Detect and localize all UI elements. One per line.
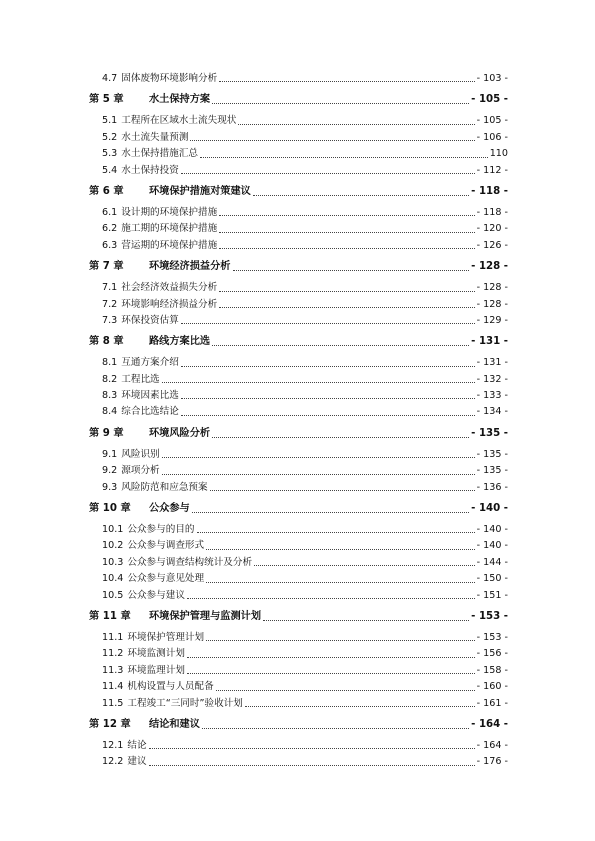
dot-leader (263, 606, 469, 628)
chapter-number: 第 6 章 (89, 185, 124, 197)
dot-leader (192, 498, 469, 520)
toc-chapter-entry[interactable] (89, 331, 508, 353)
toc-chapter-entry[interactable] (89, 714, 508, 736)
page-number: - 128 - (471, 261, 508, 273)
toc-section-entry[interactable] (89, 571, 508, 587)
section-number: 11.1 (102, 631, 124, 643)
dot-leader (202, 714, 469, 736)
section-number: 10.3 (102, 556, 124, 568)
page-number: 110 (489, 148, 508, 160)
page-number: - 105 - (471, 94, 508, 106)
page-number: - 134 - (476, 406, 508, 418)
toc-section-entry[interactable] (89, 522, 508, 538)
page-number: - 118 - (471, 185, 508, 197)
dot-leader (219, 238, 474, 254)
page-number: - 135 - (471, 427, 508, 439)
toc-section-entry[interactable] (89, 355, 508, 371)
dot-leader (149, 754, 475, 770)
page-number: - 150 - (476, 573, 508, 585)
dot-leader (197, 522, 475, 538)
toc-chapter-entry[interactable] (89, 498, 508, 520)
chapter-number: 第 9 章 (89, 427, 124, 439)
toc-chapter-entry[interactable] (89, 256, 508, 278)
section-number: 8.4 (102, 406, 118, 418)
section-title: 施工期的环境保护措施 (121, 223, 218, 235)
section-number: 5.2 (102, 131, 118, 143)
section-number: 6.2 (102, 223, 118, 235)
toc-section-entry[interactable] (89, 538, 508, 554)
toc-section-entry[interactable] (89, 205, 508, 221)
page-number: - 135 - (476, 448, 508, 460)
dot-leader (181, 163, 475, 179)
section-title: 营运期的环境保护措施 (121, 239, 218, 251)
page-number: - 131 - (471, 336, 508, 348)
section-title: 工程竣工“三同时”验收计划 (127, 697, 243, 709)
page-number: - 153 - (471, 610, 508, 622)
toc-section-entry[interactable] (89, 163, 508, 179)
toc-section-entry[interactable] (89, 463, 508, 479)
section-title: 固体废物环境影响分析 (121, 73, 218, 84)
section-title: 工程所在区域水土流失现状 (121, 115, 237, 127)
chapter-number: 第 11 章 (89, 610, 131, 622)
section-number: 9.2 (102, 465, 118, 477)
page-number: - 103 - (476, 73, 508, 84)
toc-section-entry[interactable] (89, 146, 508, 162)
dot-leader (219, 221, 474, 237)
section-title: 公众参与意见处理 (127, 573, 205, 585)
section-title: 设计期的环境保护措施 (121, 206, 218, 218)
section-title: 环境保护管理计划 (127, 631, 205, 643)
section-title: 源项分析 (121, 465, 160, 477)
toc-section-entry[interactable] (89, 480, 508, 496)
section-title: 环境监测计划 (127, 648, 185, 660)
section-title: 社会经济效益损失分析 (121, 282, 218, 294)
page-number: - 135 - (476, 465, 508, 477)
section-number: 6.1 (102, 206, 118, 218)
page-number: - 128 - (476, 298, 508, 310)
chapter-number: 第 8 章 (89, 336, 124, 348)
section-title: 建议 (127, 756, 147, 768)
chapter-title: 环境风险分析 (149, 427, 211, 439)
dot-leader (219, 205, 474, 221)
dot-leader (181, 313, 475, 329)
dot-leader (254, 555, 475, 571)
dot-leader (238, 113, 474, 129)
section-number: 5.1 (102, 115, 118, 127)
section-title: 公众参与建议 (127, 589, 185, 601)
dot-leader (200, 146, 488, 162)
section-title: 环境因素比选 (121, 390, 179, 402)
toc-section-entry[interactable] (89, 372, 508, 388)
dot-leader (181, 355, 475, 371)
section-number: 10.4 (102, 573, 124, 585)
toc-section-entry[interactable] (89, 555, 508, 571)
chapter-number: 第 5 章 (89, 94, 124, 106)
dot-leader (212, 89, 469, 111)
toc-section-entry[interactable] (89, 679, 508, 695)
section-number: 9.1 (102, 448, 118, 460)
page-number: - 164 - (471, 718, 508, 730)
chapter-title: 公众参与 (149, 503, 190, 515)
toc-section-entry[interactable] (89, 663, 508, 679)
dot-leader (219, 71, 474, 87)
toc-section-entry[interactable] (89, 388, 508, 404)
page-number: - 132 - (476, 373, 508, 385)
dot-leader (212, 423, 469, 445)
dot-leader (162, 372, 475, 388)
chapter-number: 第 12 章 (89, 718, 131, 730)
section-number: 10.2 (102, 540, 124, 552)
dot-leader (149, 738, 475, 754)
page-number: - 153 - (476, 631, 508, 643)
toc-chapter-entry[interactable] (89, 423, 508, 445)
section-title: 风险防范和应急预案 (121, 481, 208, 493)
toc-section-entry[interactable] (89, 630, 508, 646)
toc-section-entry[interactable] (89, 297, 508, 313)
page-number: - 136 - (476, 481, 508, 493)
page-number: - 140 - (476, 524, 508, 536)
section-number: 11.4 (102, 681, 124, 693)
section-title: 公众参与调查形式 (127, 540, 205, 552)
chapter-title: 环境经济损益分析 (149, 261, 231, 273)
page-number: - 151 - (476, 589, 508, 601)
toc-section-entry[interactable] (89, 71, 508, 87)
section-title: 水土保持投资 (121, 164, 179, 176)
dot-leader (216, 679, 475, 695)
section-title: 水土保持措施汇总 (121, 148, 199, 160)
page-number: - 106 - (476, 131, 508, 143)
page-number: - 126 - (476, 239, 508, 251)
dot-leader (219, 280, 474, 296)
section-number: 8.1 (102, 357, 118, 369)
page-number: - 144 - (476, 556, 508, 568)
dot-leader (206, 630, 475, 646)
chapter-number: 第 10 章 (89, 503, 131, 515)
section-title: 环境影响经济损益分析 (121, 298, 218, 310)
page-number: - 176 - (476, 756, 508, 768)
page-number: - 128 - (476, 282, 508, 294)
page-number: - 158 - (476, 664, 508, 676)
toc-chapter-entry[interactable] (89, 89, 508, 111)
section-number: 10.5 (102, 589, 124, 601)
dot-leader (233, 256, 470, 278)
page-number: - 160 - (476, 681, 508, 693)
toc-section-entry[interactable] (89, 588, 508, 604)
dot-leader (162, 447, 475, 463)
toc-section-entry[interactable] (89, 221, 508, 237)
chapter-title: 环境保护管理与监测计划 (149, 610, 262, 622)
toc-section-entry[interactable] (89, 130, 508, 146)
toc-section-entry[interactable] (89, 696, 508, 712)
chapter-title: 路线方案比选 (149, 336, 211, 348)
section-number: 11.2 (102, 648, 124, 660)
dot-leader (253, 181, 469, 203)
section-number: 6.3 (102, 239, 118, 251)
section-title: 互通方案介绍 (121, 357, 179, 369)
section-title: 结论 (127, 739, 147, 751)
page-number: - 140 - (476, 540, 508, 552)
section-number: 7.2 (102, 298, 118, 310)
chapter-number: 第 7 章 (89, 261, 124, 273)
toc-section-entry[interactable] (89, 238, 508, 254)
toc-chapter-entry[interactable] (89, 606, 508, 628)
dot-leader (210, 480, 475, 496)
table-of-contents (89, 71, 508, 771)
chapter-title: 环境保护措施对策建议 (149, 185, 251, 197)
toc-section-entry[interactable] (89, 447, 508, 463)
section-title: 机构设置与人员配备 (127, 681, 214, 693)
section-number: 12.2 (102, 756, 124, 768)
dot-leader (187, 663, 475, 679)
page-number: - 118 - (476, 206, 508, 218)
dot-leader (187, 646, 475, 662)
page-number: - 112 - (476, 164, 508, 176)
section-number: 7.3 (102, 314, 118, 326)
section-title: 环境监理计划 (127, 664, 185, 676)
page-number: - 164 - (476, 739, 508, 751)
section-number: 9.3 (102, 481, 118, 493)
section-number: 10.1 (102, 524, 124, 536)
section-title: 公众参与调查结构统计及分析 (127, 556, 253, 568)
section-number: 7.1 (102, 282, 118, 294)
section-number: 12.1 (102, 739, 124, 751)
chapter-title: 结论和建议 (149, 718, 200, 730)
section-number: 5.3 (102, 148, 118, 160)
page-number: - 129 - (476, 314, 508, 326)
page-number: - 156 - (476, 648, 508, 660)
section-title: 风险识别 (121, 448, 160, 460)
dot-leader (212, 331, 469, 353)
section-title: 水土流失量预测 (121, 131, 189, 143)
dot-leader (206, 538, 475, 554)
dot-leader (181, 388, 475, 404)
section-number: 11.5 (102, 697, 124, 709)
dot-leader (187, 588, 475, 604)
page-number: - 140 - (471, 503, 508, 515)
dot-leader (245, 696, 475, 712)
toc-chapter-entry[interactable] (89, 181, 508, 203)
section-title: 公众参与的目的 (127, 524, 195, 536)
toc-section-entry[interactable] (89, 404, 508, 420)
section-title: 综合比选结论 (121, 406, 179, 418)
toc-section-entry[interactable] (89, 313, 508, 329)
page-number: - 131 - (476, 357, 508, 369)
toc-section-entry[interactable] (89, 646, 508, 662)
toc-section-entry[interactable] (89, 738, 508, 754)
dot-leader (206, 571, 475, 587)
chapter-title: 水土保持方案 (149, 94, 211, 106)
toc-section-entry[interactable] (89, 754, 508, 770)
section-number: 8.3 (102, 390, 118, 402)
page-number: - 133 - (476, 390, 508, 402)
dot-leader (162, 463, 475, 479)
section-number: 8.2 (102, 373, 118, 385)
section-number: 5.4 (102, 164, 118, 176)
section-number: 11.3 (102, 664, 124, 676)
section-title: 工程比选 (121, 373, 160, 385)
dot-leader (190, 130, 474, 146)
dot-leader (181, 404, 475, 420)
toc-section-entry[interactable] (89, 280, 508, 296)
page-number: - 120 - (476, 223, 508, 235)
dot-leader (219, 297, 474, 313)
page-number: - 105 - (476, 115, 508, 127)
page-number: - 161 - (476, 697, 508, 709)
section-title: 环保投资估算 (121, 314, 179, 326)
section-number: 4.7 (102, 73, 118, 84)
toc-section-entry[interactable] (89, 113, 508, 129)
